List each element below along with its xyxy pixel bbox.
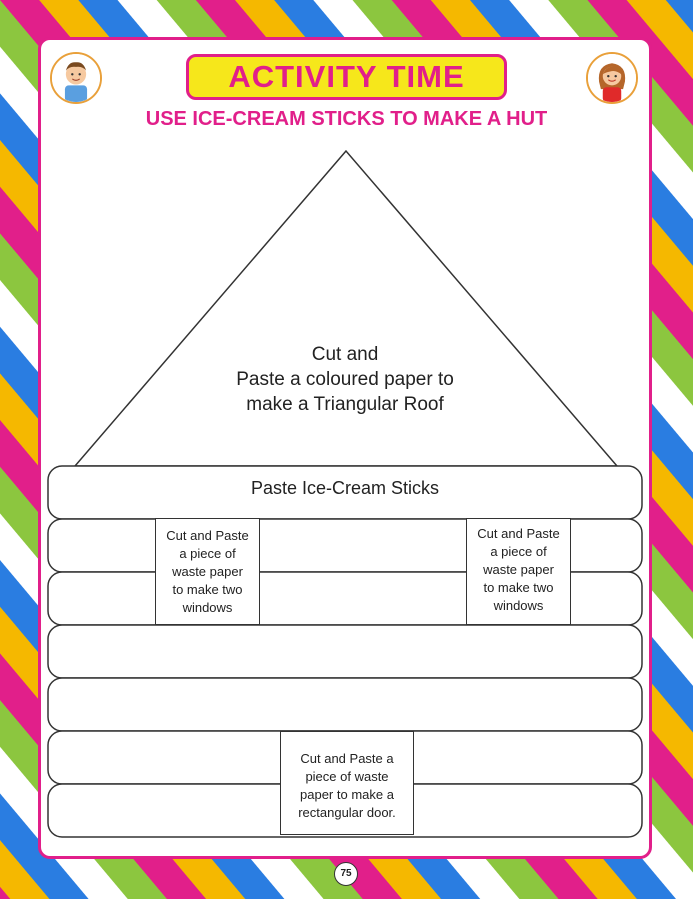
roof-instructions <box>180 342 510 417</box>
door-text-line: piece of waste <box>305 769 389 784</box>
door-box <box>280 731 414 835</box>
window-text-line: Cut and Paste <box>477 526 560 541</box>
roof-line-3: make a Triangular Roof <box>246 394 444 415</box>
roof-triangle <box>75 151 617 466</box>
window-text-line: a piece of <box>490 544 547 559</box>
window-text-line: to make two <box>172 582 243 597</box>
window-text-line: windows <box>493 598 544 613</box>
right-window-box <box>466 518 571 625</box>
window-text-line: a piece of <box>179 546 236 561</box>
left-window-box <box>155 518 260 625</box>
roof-line-1: Cut and <box>311 344 379 365</box>
roof-line-2: Paste a coloured paper to <box>236 369 454 390</box>
stick-4 <box>48 625 642 678</box>
window-text-line: waste paper <box>483 562 554 577</box>
page-title: ACTIVITY TIME <box>228 59 465 94</box>
page-number: 75 <box>334 862 358 886</box>
door-text-line: paper to make a <box>300 787 394 802</box>
page-subtitle: USE ICE-CREAM STICKS TO MAKE A HUT <box>145 108 548 130</box>
stick-5 <box>48 678 642 731</box>
window-text-line: windows <box>182 600 233 615</box>
window-text-line: to make two <box>483 580 554 595</box>
window-text-line: waste paper <box>172 564 243 579</box>
door-text-line: rectangular door. <box>298 805 396 820</box>
sticks-instruction: Paste Ice-Cream Sticks <box>250 478 440 498</box>
window-text-line: Cut and Paste <box>166 528 249 543</box>
door-text-line: Cut and Paste a <box>300 751 394 766</box>
